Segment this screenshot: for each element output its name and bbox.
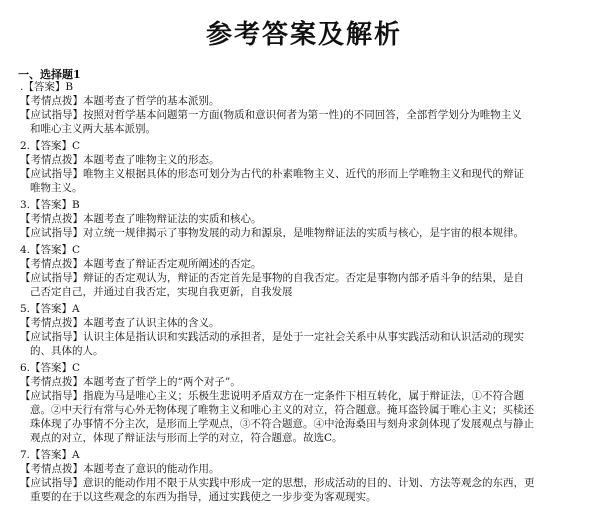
answer-item (20, 139, 588, 198)
explanation-continuation: 重要的在于以这些观念的东西为指导，通过实践使之一步步变为客观现实。 (30, 491, 377, 503)
exam-point-line: 【考情点拨】本题考查了辩证否定观所阐述的否定。 (20, 258, 262, 270)
guidance-line: 【应试指导】认识主体是指认识和实践活动的承担者，是处于一定社会关系中从事实践活动和认识活动的现实 (20, 331, 524, 343)
guidance-line: 【应试指导】唯物主义根据具体的形态可划分为古代的朴素唯物主义、近代的形而上学唯物主义和现代的辩证 (20, 168, 524, 180)
explanation-continuation: 意。②中天行有常与心外无物体现了唯物主义和唯心主义的对立，符合题意。掩耳盗铃属于唯心主义；买椟还 (30, 404, 534, 416)
section-heading: 一、选择题1 (18, 68, 81, 81)
exam-point-line: 【考情点拨】本题考查了意识的能动作用。 (20, 463, 220, 475)
answer-label: 4.【答案】C (20, 244, 81, 256)
answer-label: 3.【答案】B (20, 199, 80, 211)
guidance-line: 【应试指导】指鹿为马是唯心主义；乐极生悲说明矛盾双方在一定条件下相互转化，属于辩证法，①不符合题 (20, 390, 524, 402)
guidance-line: 【应试指导】对立统一规律揭示了事物发展的动力和源泉，是唯物辩证法的实质与核心，是宇宙的根本规律。 (20, 227, 524, 239)
answer-item (20, 361, 588, 448)
answer-label: 7.【答案】A (20, 449, 80, 461)
answer-label: 5.【答案】A (20, 303, 80, 315)
answer-label: 2.【答案】C (20, 140, 81, 152)
answer-item (20, 448, 588, 507)
exam-point-line: 【考情点拨】本题考查了哲学上的“两个对子”。 (20, 376, 241, 388)
explanation-continuation: 和唯心主义两大基本派别。 (30, 123, 156, 135)
explanation-continuation: 的、具体的人。 (30, 345, 104, 357)
exam-point-line: 【考情点拨】本题考查了唯物辩证法的实质和核心。 (20, 213, 262, 225)
exam-point-line: 【考情点拨】本题考查了唯物主义的形态。 (20, 154, 220, 166)
answer-item (20, 243, 588, 302)
guidance-line: 【应试指导】辩证的否定观认为，辩证的否定首先是事物的自我否定。否定是事物内部矛盾斗争的结果，是自 (20, 272, 524, 284)
answer-label: 6.【答案】C (20, 362, 81, 374)
explanation-continuation: 珠体现了办事情不分主次，是形而上学观点，③不符合题意。④中沧海桑田与刻舟求剑体现了发展观点与静止 (30, 418, 534, 430)
explanation-continuation: 观点的对立，体现了辩证法与形而上学的对立，符合题意。故选C。 (30, 432, 343, 444)
exam-point-line: 【考情点拨】本题考查了认识主体的含义。 (20, 317, 220, 329)
guidance-line: 【应试指导】按照对哲学基本问题第一方面(物质和意识何者为第一性)的不同回答，全部哲学划分为唯物主义 (20, 109, 522, 121)
item-spacer (20, 504, 588, 507)
page-title: 参考答案及解析 (205, 20, 402, 50)
explanation-continuation: 己否定自己，并通过自我否定，实现自我更新，自我发展 (30, 286, 293, 298)
answer-item (20, 80, 588, 139)
answer-item (20, 198, 588, 243)
answer-item (20, 302, 588, 361)
guidance-line: 【应试指导】意识的能动作用不限于从实践中形成一定的思想，形成活动的目的、计划、方法等观念的东西，更 (20, 477, 535, 489)
explanation-continuation: 唯物主义。 (30, 182, 83, 194)
exam-point-line: 【考情点拨】本题考查了哲学的基本派别。 (20, 95, 220, 107)
answer-list (20, 80, 588, 507)
answer-label: .【答案】B (20, 81, 74, 93)
